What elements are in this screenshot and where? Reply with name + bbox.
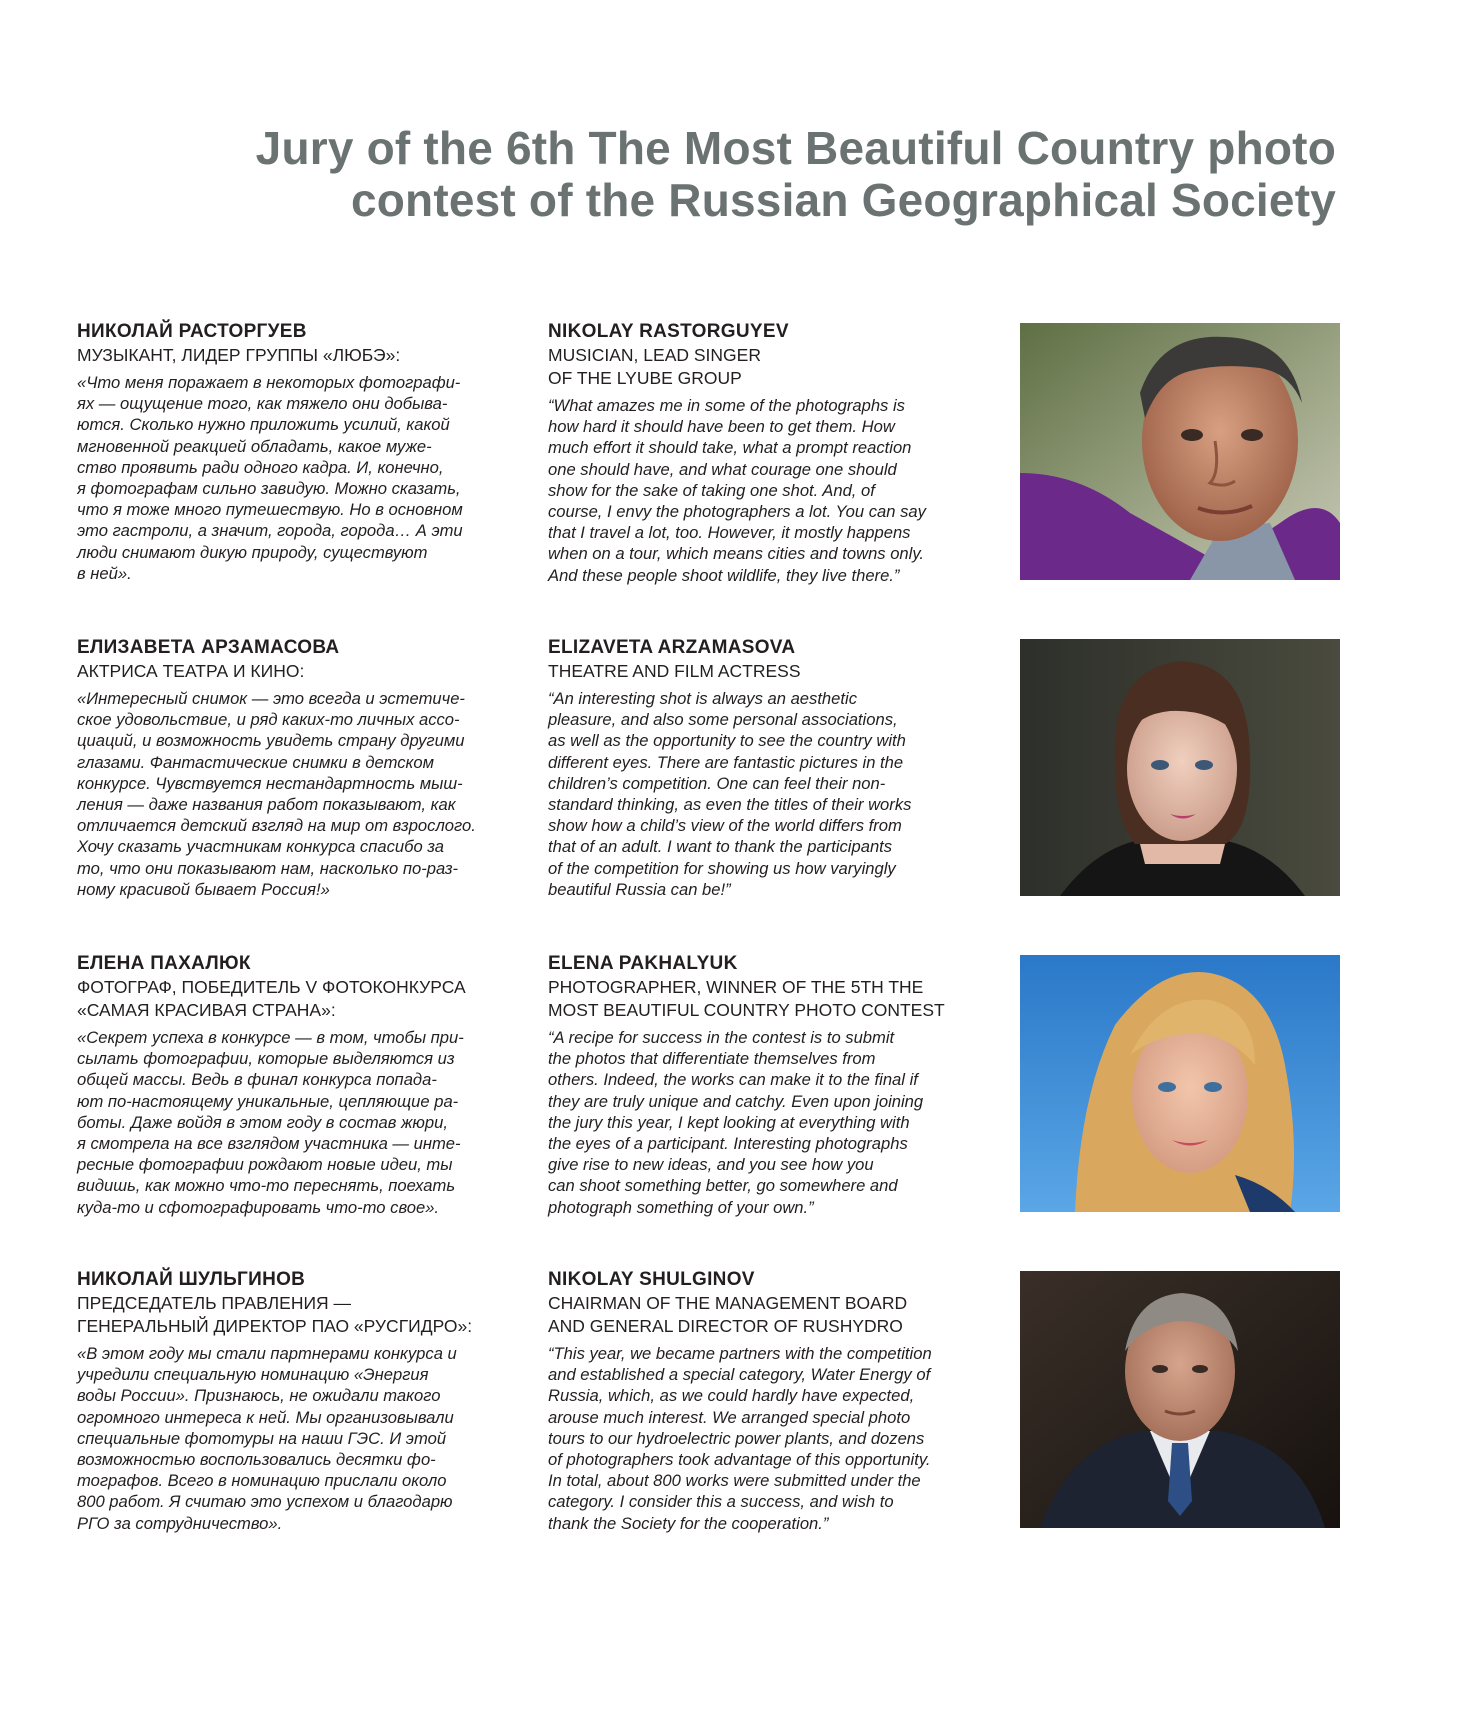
jury-entry-arzamasova — [0, 636, 1476, 916]
jury-entry-en-column — [548, 636, 988, 900]
jury-role-en: OF THE LYUBE GROUP — [548, 368, 742, 388]
jury-role-ru: ПРЕДСЕДАТЕЛЬ ПРАВЛЕНИЯ — — [77, 1293, 352, 1313]
jury-name-en: ELENA PAKHALYUK — [548, 953, 738, 974]
page-title-line-1: Jury of the 6th The Most Beautiful Country photo — [255, 122, 1336, 174]
page-title-line-2: contest of the Russian Geographical Society — [350, 174, 1336, 226]
portrait-woman-dark-hair-photo — [1020, 639, 1340, 896]
jury-quote-ru: «Что меня поражает в некоторых фотографи- ях — ощущение того, как тяжело они добыва- ются. Сколько нужно приложить усилий, какой мгновенной реакцией обладать, какое муже- ство проявить ради одного кадра. И, конечно, я фотографам сильно завидую. Можно сказать, что я тоже много путешествую. Но в основном это гастроли, а значит, города, города… А эти люди снимают дикую природу, существуют в ней». — [77, 373, 463, 583]
jury-entry-pakhalyuk — [0, 952, 1476, 1232]
jury-name-ru: ЕЛИЗАВЕТА АРЗАМАСОВА — [77, 637, 340, 658]
jury-quote-ru: «В этом году мы стали партнерами конкурса и учредили специальную номинацию «Энергия воды России». Признаюсь, не ожидали такого огромного интереса к ней. Мы организовывали специальные фототуры на наши ГЭС. И этой возможностью воспользовались десятки фо- тографов. Всего в номинацию прислали около 800 работ. Я считаю это успехом и благодарю РГО за сотрудничество». — [77, 1344, 457, 1533]
jury-entry-ru-column — [77, 952, 517, 1218]
jury-role-ru: МУЗЫКАНТ, ЛИДЕР ГРУППЫ «ЛЮБЭ»: — [77, 345, 401, 365]
jury-name-ru: ЕЛЕНА ПАХАЛЮК — [77, 953, 251, 974]
jury-name-en: NIKOLAY RASTORGUYEV — [548, 321, 789, 342]
jury-role-en: THEATRE AND FILM ACTRESS — [548, 661, 801, 681]
jury-name-ru: НИКОЛАЙ ШУЛЬГИНОВ — [77, 1269, 306, 1290]
jury-entry-en-column — [548, 952, 988, 1218]
jury-quote-en: “This year, we became partners with the competition and established a special category, Water Energy of Russia, which, as we could hardly have expected, arouse much interest. We arranged special photo tours to our hydroelectric power plants, and dozens of photographers took advantage of this opportunity. In total, about 800 works were submitted under the category. I consider this a success, and wish to thank the Society for the cooperation.” — [548, 1344, 932, 1533]
portrait-man-photo — [1020, 323, 1340, 580]
jury-entry-en-column — [548, 1268, 988, 1534]
jury-entry-en-column — [548, 320, 988, 586]
jury-entry-shulginov — [0, 1268, 1476, 1548]
jury-role-en: MUSICIAN, LEAD SINGER — [548, 345, 761, 365]
jury-entry-rastorguyev — [0, 320, 1476, 600]
jury-entry-ru-column — [77, 320, 517, 584]
jury-role-ru: ГЕНЕРАЛЬНЫЙ ДИРЕКТОР ПАО «РУСГИДРО»: — [77, 1316, 473, 1336]
jury-quote-en: “A recipe for success in the contest is to submit the photos that differentiate themselves from others. Indeed, the works can make it to the final if they are truly unique and catchy. Even upon joining the jury this year, I kept looking at everything with the eyes of a participant. Interesting photographs give rise to new ideas, and you see how you can shoot something better, go somewhere and photograph something of your own.” — [548, 1028, 924, 1217]
jury-role-en: CHAIRMAN OF THE MANAGEMENT BOARD — [548, 1293, 908, 1313]
jury-name-ru: НИКОЛАЙ РАСТОРГУЕВ — [77, 321, 307, 342]
jury-role-en: MOST BEAUTIFUL COUNTRY PHOTO CONTEST — [548, 1000, 945, 1020]
jury-quote-ru: «Секрет успеха в конкурсе — в том, чтобы при- сылать фотографии, которые выделяются из общей массы. Ведь в финал конкурса попада- ют по-настоящему уникальные, цепляющие ра- боты. Даже войдя в этом году в состав жюри, я смотрела на все взглядом участника — инте- ресные фотографии рождают новые идеи, ты видишь, как можно что-то переснять, поехать куда-то и сфотографировать что-то свое». — [77, 1028, 464, 1217]
jury-quote-ru: «Интересный снимок — это всегда и эстетиче- ское удовольствие, и ряд каких-то личных ассо- циаций, и возможность увидеть страну другими глазами. Фантастические снимки в детском конкурсе. Чувствуется нестандартность мыш- ления — даже названия работ показывают, как отличается детский взгляд на мир от взрослого. Хочу сказать участникам конкурса спасибо за то, что они показывают нам, насколько по-раз- ному красивой бывает Россия!» — [77, 689, 476, 899]
jury-role-en: AND GENERAL DIRECTOR OF RUSHYDRO — [548, 1316, 903, 1336]
jury-role-ru: ФОТОГРАФ, ПОБЕДИТЕЛЬ V ФОТОКОНКУРСА — [77, 977, 466, 997]
jury-entry-ru-column — [77, 636, 517, 900]
portrait-woman-blonde-photo — [1020, 955, 1340, 1212]
jury-role-ru: «САМАЯ КРАСИВАЯ СТРАНА»: — [77, 1000, 336, 1020]
page-title — [120, 122, 1336, 226]
jury-role-ru: АКТРИСА ТЕАТРА И КИНО: — [77, 661, 305, 681]
jury-quote-en: “What amazes me in some of the photographs is how hard it should have been to get them. How much effort it should take, what a prompt reaction one should have, and what courage one should show for the sake of taking one shot. And, of course, I envy the photographers a lot. You can say that I travel a lot, too. However, it mostly happens when on a tour, which means cities and towns only. And these people shoot wildlife, they live there.” — [548, 396, 926, 585]
portrait-man-suit-photo — [1020, 1271, 1340, 1528]
jury-role-en: PHOTOGRAPHER, WINNER OF THE 5TH THE — [548, 977, 924, 997]
jury-name-en: ELIZAVETA ARZAMASOVA — [548, 637, 796, 658]
jury-quote-en: “An interesting shot is always an aesthetic pleasure, and also some personal associations, as well as the opportunity to see the country with different eyes. There are fantastic pictures in the children’s competition. One can feel their non- standard thinking, as even the titles of their works show how a child’s view of the world differs from that of an adult. I want to thank the participants of the competition for showing us how varyingly beautiful Russia can be!” — [548, 689, 912, 899]
jury-entry-ru-column — [77, 1268, 517, 1534]
jury-name-en: NIKOLAY SHULGINOV — [548, 1269, 755, 1290]
